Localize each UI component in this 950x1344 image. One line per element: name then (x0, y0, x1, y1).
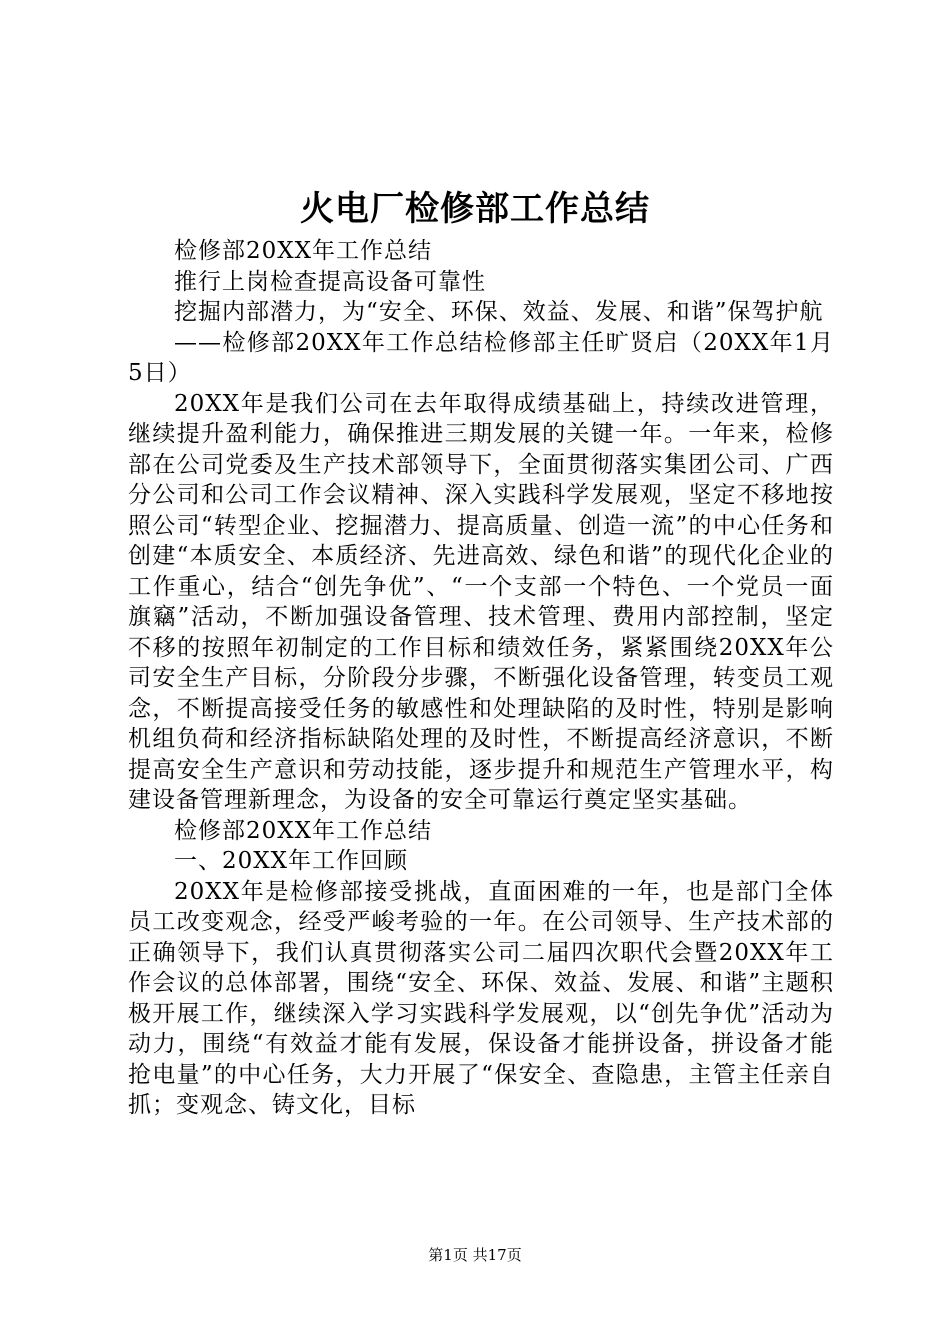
document-body (128, 236, 834, 1121)
paragraph-slogan: 挖掘内部潜力，为“安全、环保、效益、发展、和谐”保驾护航 (174, 299, 824, 325)
paragraph-body: 20XX年是我们公司在去年取得成绩基础上，持续改进管理，继续提升盈利能力，确保推进三期发展的关键一年。一年来，检修部在公司党委及生产技术部领导下，全面贯彻落实集团公司、广西分公司和公司工作会议精神、深入实践科学发展观，坚定不移地按照公司“转型企业、挖掘潜力、提高质量、创造一流”的中心任务和创建“本质安全、本质经济、先进高效、绿色和谐”的现代化企业的工作重心，结合“创先争优”、“一个支部一个特色、一个党员一面旗竊”活动，不断加强设备管理、技术管理、费用内部控制，坚定不移的按照年初制定的工作目标和绩效任务，紧紧围绕20XX年公司安全生产目标，分阶段分步骤，不断强化设备管理，转变员工观念，不断提高接受任务的敏感性和处理缺陷的及时性，特别是影响机组负荷和经济指标缺陷处理的及时性，不断提高经济意识，不断提高安全生产意识和劳动技能，逐步提升和规范生产管理水平，构建设备管理新理念，为设备的安全可靠运行奠定坚实基础。 (128, 390, 834, 813)
document-title: 火电厂检修部工作总结 (300, 189, 650, 229)
paragraph-section-title: 检修部20XX年工作总结 (174, 817, 433, 844)
paragraph-heading: 推行上岗检查提高设备可靠性 (174, 268, 486, 295)
page-footer: 第1页 共17页 (428, 1246, 522, 1264)
paragraph-body: 20XX年是检修部接受挑战，直面困难的一年，也是部门全体员工改变观念，经受严峻考验的一年。在公司领导、生产技术部的正确领导下，我们认真贯彻落实公司二届四次职代会暨20XX年工作会议的总体部署，围绕“安全、环保、效益、发展、和谐”主题积极开展工作，继续深入学习实践科学发展观，以“创先争优”活动为动力，围绕“有效益才能有发展，保设备才能拼设备，拼设备才能抢电量”的中心任务，大力开展了“保安全、查隐患，主管主任亲自抓；变观念、铸文化，目标 (128, 878, 834, 1118)
paragraph-section-heading: 一、20XX年工作回顾 (174, 848, 409, 874)
paragraph-author-line: ——检修部20XX年工作总结检修部主任旷贤启（20XX年1月5日） (128, 329, 834, 386)
paragraph-subtitle: 检修部20XX年工作总结 (174, 238, 433, 264)
